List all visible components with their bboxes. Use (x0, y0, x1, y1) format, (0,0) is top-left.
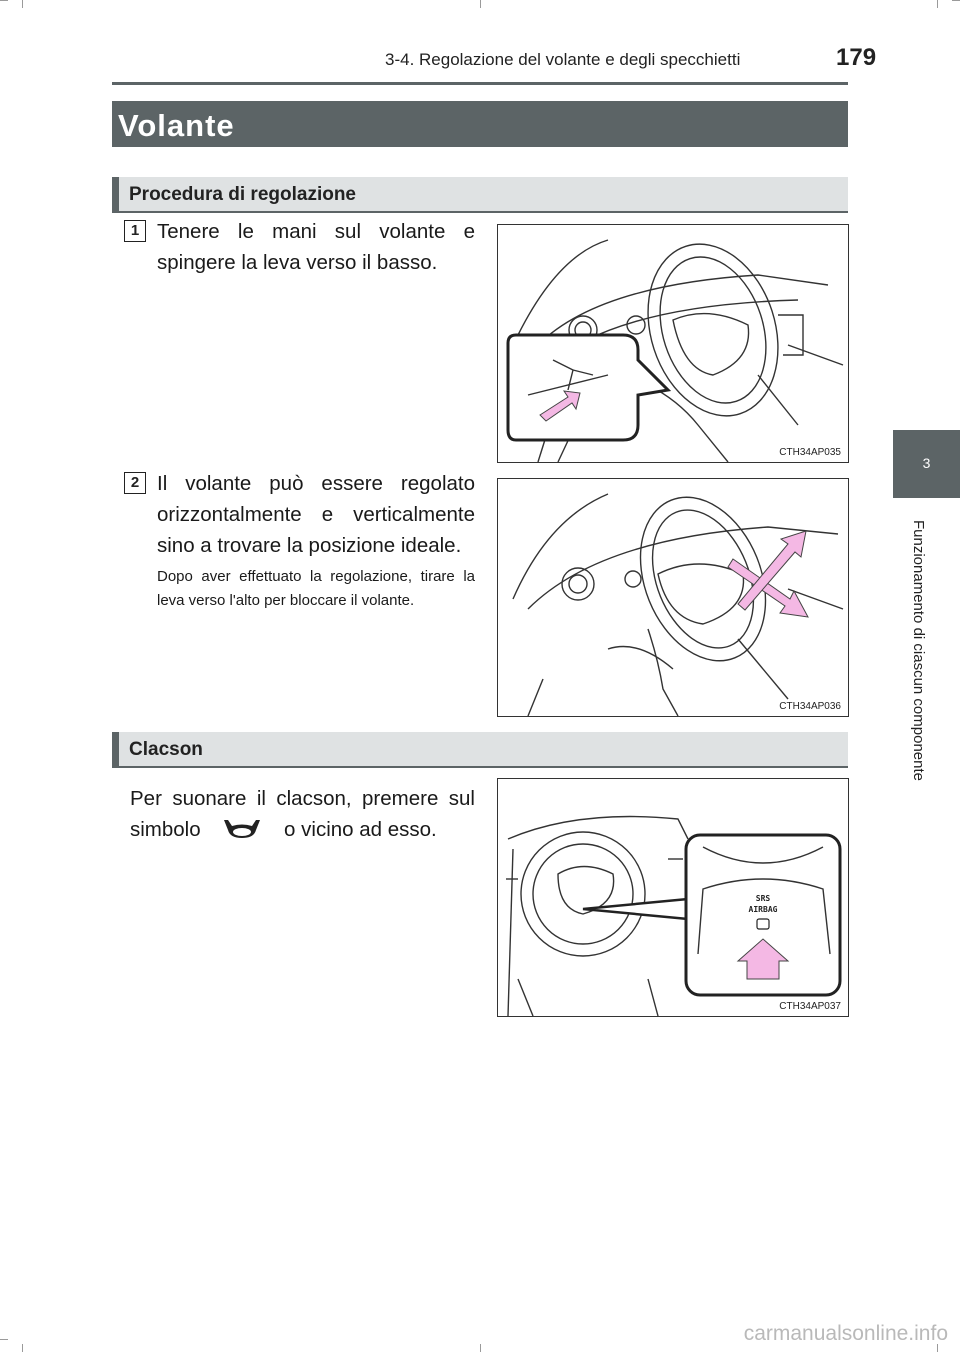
figure-code: CTH34AP036 (779, 701, 841, 712)
watermark: carmanualsonline.info (743, 1322, 948, 1345)
figure-steering-lever (497, 224, 849, 463)
crop-mark (480, 0, 481, 8)
section-heading-clacson (112, 732, 848, 768)
steering-adjust-illustration (498, 479, 848, 716)
horn-icon (220, 818, 264, 840)
step-number-1: 1 (124, 220, 146, 242)
horn-text-before: Per suonare il clacson, premere sul simbolo (130, 787, 475, 841)
figure-horn (497, 778, 849, 1017)
page-number: 179 (836, 44, 877, 71)
section-heading-procedura (112, 177, 848, 213)
chapter-number: 3 (922, 455, 931, 471)
crop-mark (952, 0, 960, 1)
crop-mark (937, 0, 938, 8)
step-number-2: 2 (124, 472, 146, 494)
crop-mark (0, 0, 8, 1)
airbag-label-srs: SRS (755, 894, 771, 903)
crop-mark (22, 1344, 23, 1352)
horn-text (130, 783, 475, 845)
figure-code: CTH34AP035 (779, 447, 841, 458)
section-marker (112, 177, 119, 211)
section-marker (112, 732, 119, 766)
section-heading-text: Clacson (129, 739, 203, 760)
crop-mark (480, 1344, 481, 1352)
crop-mark (0, 1339, 8, 1340)
figure-steering-adjust (497, 478, 849, 717)
chapter-title: Funzionamento di ciascun componente (910, 520, 927, 781)
steering-lever-illustration (498, 225, 848, 462)
section-heading-text: Procedura di regolazione (129, 184, 356, 205)
horn-illustration (498, 779, 848, 1016)
running-header: 3-4. Regolazione del volante e degli specchietti (385, 50, 741, 69)
step-1-text: Tenere le mani sul volante e spingere la leva verso il basso. (157, 220, 475, 274)
airbag-label-airbag: AIRBAG (748, 905, 778, 914)
page-title: Volante (118, 108, 235, 143)
crop-mark (22, 0, 23, 8)
header-rule (112, 82, 848, 85)
step-2-text: Il volante può essere regolato orizzontalmente e verticalmente sino a trovare la posizione ideale. (157, 472, 475, 557)
step-2-note: Dopo aver effettuato la regolazione, tirare la leva verso l'alto per bloccare il volante. (157, 568, 475, 609)
horn-text-after: o vicino ad esso. (284, 818, 437, 841)
figure-code: CTH34AP037 (779, 1001, 841, 1012)
